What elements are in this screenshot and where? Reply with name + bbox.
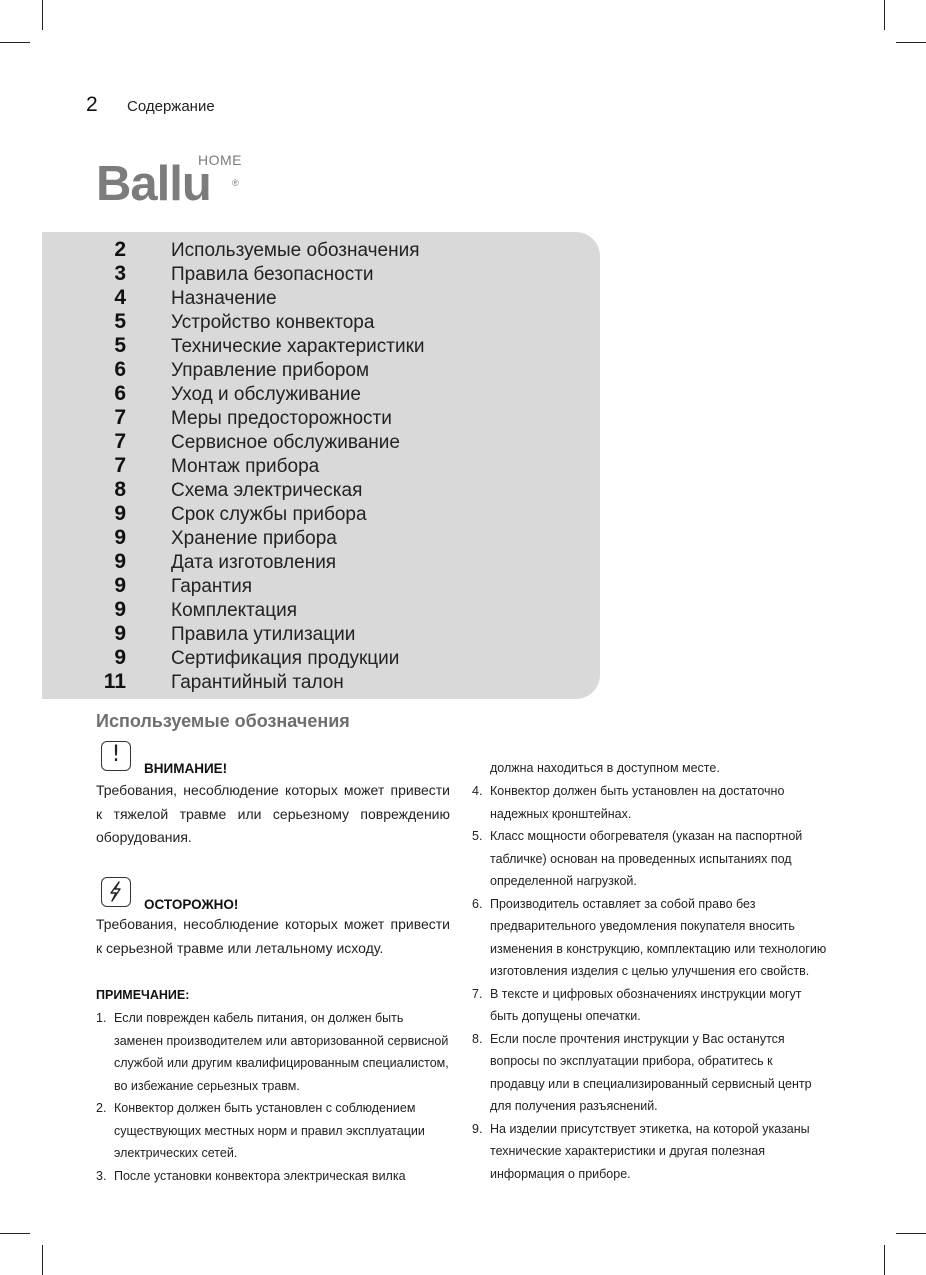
- note-text: Производитель оставляет за собой право без предварительного уведомления покупателя вносить изменения в конструкцию, комплектацию или технологию изготовления изделия с целью улучшения его свойств.: [490, 896, 827, 978]
- list-item: [472, 780, 827, 825]
- note-number: 1.: [96, 1011, 107, 1025]
- list-item: [472, 825, 827, 893]
- crop-mark: [0, 42, 30, 43]
- crop-mark: [884, 1245, 885, 1275]
- note-number: 2.: [96, 1101, 107, 1115]
- toc-item: [96, 455, 596, 479]
- toc-item: [96, 407, 596, 431]
- crop-mark: [884, 0, 885, 30]
- toc-title: Схема электрическая: [171, 480, 363, 501]
- toc-title: Управление прибором: [171, 360, 370, 381]
- list-item: [96, 1165, 450, 1188]
- toc-title: Монтаж прибора: [171, 456, 320, 477]
- toc-title: Правила безопасности: [171, 264, 374, 285]
- toc-title: Комплектация: [171, 600, 298, 621]
- page-section-title: Содержание: [127, 98, 215, 115]
- toc-title: Устройство конвектора: [171, 312, 375, 333]
- brand-logo: [96, 152, 256, 216]
- toc-item: [96, 311, 596, 335]
- toc-item: [96, 239, 596, 263]
- toc-item: [96, 623, 596, 647]
- toc-item: [96, 383, 596, 407]
- note-number: 8.: [472, 1031, 483, 1046]
- toc-item: [96, 527, 596, 551]
- page-number: 2: [86, 93, 98, 116]
- toc-page-number: 7: [114, 406, 126, 429]
- toc-item: [96, 575, 596, 599]
- toc-page-number: 4: [114, 286, 126, 309]
- toc-title: Назначение: [171, 288, 277, 309]
- toc-item: [96, 335, 596, 359]
- logo-registered: ®: [232, 178, 239, 188]
- toc-page-number: 6: [114, 382, 126, 405]
- note-number: 3.: [96, 1168, 107, 1183]
- note-text: Если поврежден кабель питания, он должен быть заменен производителем или авторизованной сервисной службой или другим квалифицированным специалистом, во избежание серьезных травм.: [114, 1011, 449, 1093]
- crop-mark: [42, 1245, 43, 1275]
- note-text: На изделии присутствует этикетка, на которой указаны технические характеристики и другая полезная информация о приборе.: [490, 1121, 810, 1181]
- crop-mark: [42, 0, 43, 30]
- toc-title: Гарантия: [171, 576, 253, 597]
- toc-item: [96, 263, 596, 287]
- toc-item: [96, 479, 596, 503]
- toc-item: [96, 359, 596, 383]
- note-text: После установки конвектора электрическая вилка: [114, 1168, 406, 1183]
- toc-item: [96, 551, 596, 575]
- toc-page-number: 5: [114, 334, 126, 357]
- toc-page-number: 8: [114, 478, 126, 501]
- list-item: [472, 893, 827, 983]
- toc-item: [96, 503, 596, 527]
- note-number: 5.: [472, 829, 483, 843]
- note-number: 7.: [472, 986, 483, 1001]
- crop-mark: [896, 1233, 926, 1234]
- toc-title: Хранение прибора: [171, 528, 337, 549]
- toc-title: Меры предосторожности: [171, 408, 392, 429]
- toc-page-number: 2: [114, 238, 126, 261]
- toc-title: Сервисное обслуживание: [171, 432, 400, 453]
- toc-title: Гарантийный талон: [171, 672, 344, 693]
- caution-heading: ОСТОРОЖНО!: [144, 897, 239, 912]
- notes-left-column: [96, 1007, 450, 1187]
- note-text: Класс мощности обогревателя (указан на паспортной табличке) основан на проведенных испытаниях под определенной нагрузкой.: [490, 829, 803, 888]
- list-item: [472, 983, 827, 1028]
- toc-page-number: 5: [114, 310, 126, 333]
- caution-text: Требования, несоблюдение которых может привести к серьезной травме или летальному исходу.: [96, 916, 450, 956]
- section-title: Используемые обозначения: [96, 711, 350, 731]
- toc-page-number: 9: [114, 502, 126, 525]
- toc-title: Правила утилизации: [171, 624, 356, 645]
- note-number: 9.: [472, 1121, 483, 1136]
- attention-heading: ВНИМАНИЕ!: [144, 761, 228, 776]
- toc-page-number: 6: [114, 358, 126, 381]
- toc-title: Дата изготовления: [171, 552, 337, 573]
- exclamation-icon: !: [101, 741, 131, 771]
- toc-page-number: 7: [114, 454, 126, 477]
- note-continuation: должна находиться в доступном месте.: [490, 761, 720, 775]
- notes-right-column: [472, 780, 827, 1185]
- crop-mark: [896, 42, 926, 43]
- note-number: 4.: [472, 784, 483, 798]
- toc-title: Уход и обслуживание: [171, 384, 361, 405]
- toc-page-number: 9: [114, 646, 126, 669]
- note-text: Конвектор должен быть установлен с соблюдением существующих местных норм и правил эксплуатации электрических сетей.: [114, 1101, 425, 1160]
- note-number: 6.: [472, 896, 483, 911]
- toc-title: Срок службы прибора: [171, 504, 367, 525]
- list-item: [472, 1118, 827, 1186]
- list-item: [96, 1097, 450, 1165]
- toc-page-number: 9: [114, 550, 126, 573]
- toc-page-number: 9: [114, 622, 126, 645]
- toc-item: [96, 647, 596, 671]
- toc-title: Используемые обозначения: [171, 240, 420, 261]
- toc-item: [96, 671, 596, 695]
- crop-mark: [0, 1233, 30, 1234]
- toc-page-number: 11: [103, 670, 126, 693]
- logo-wordmark: Ballu: [96, 157, 211, 211]
- toc-page-number: 7: [114, 430, 126, 453]
- toc-title: Технические характеристики: [171, 336, 425, 357]
- toc-page-number: 9: [114, 574, 126, 597]
- list-item: [96, 1007, 450, 1097]
- toc-item: [96, 287, 596, 311]
- note-text: В тексте и цифровых обозначениях инструкции могут быть допущены опечатки.: [490, 986, 802, 1023]
- list-item: [472, 1028, 827, 1118]
- toc-page-number: 9: [114, 526, 126, 549]
- toc-page-number: 3: [114, 262, 126, 285]
- toc-item: [96, 431, 596, 455]
- table-of-contents: [96, 239, 596, 695]
- toc-item: [96, 599, 596, 623]
- notes-heading: ПРИМЕЧАНИЕ:: [96, 988, 190, 1002]
- lightning-icon: [101, 877, 131, 907]
- note-text: Конвектор должен быть установлен на достаточно надежных кронштейнах.: [490, 784, 785, 821]
- attention-text: Требования, несоблюдение которых может привести к тяжелой травме или серьезному повреждению оборудования.: [96, 782, 450, 845]
- toc-page-number: 9: [114, 598, 126, 621]
- logo-sub: HOME: [198, 152, 242, 168]
- note-text: Если после прочтения инструкции у Вас останутся вопросы по эксплуатации прибора, обратитесь к продавцу или в специализированный сервисный центр для получения разъяснений.: [490, 1031, 812, 1113]
- toc-title: Сертификация продукции: [171, 648, 400, 669]
